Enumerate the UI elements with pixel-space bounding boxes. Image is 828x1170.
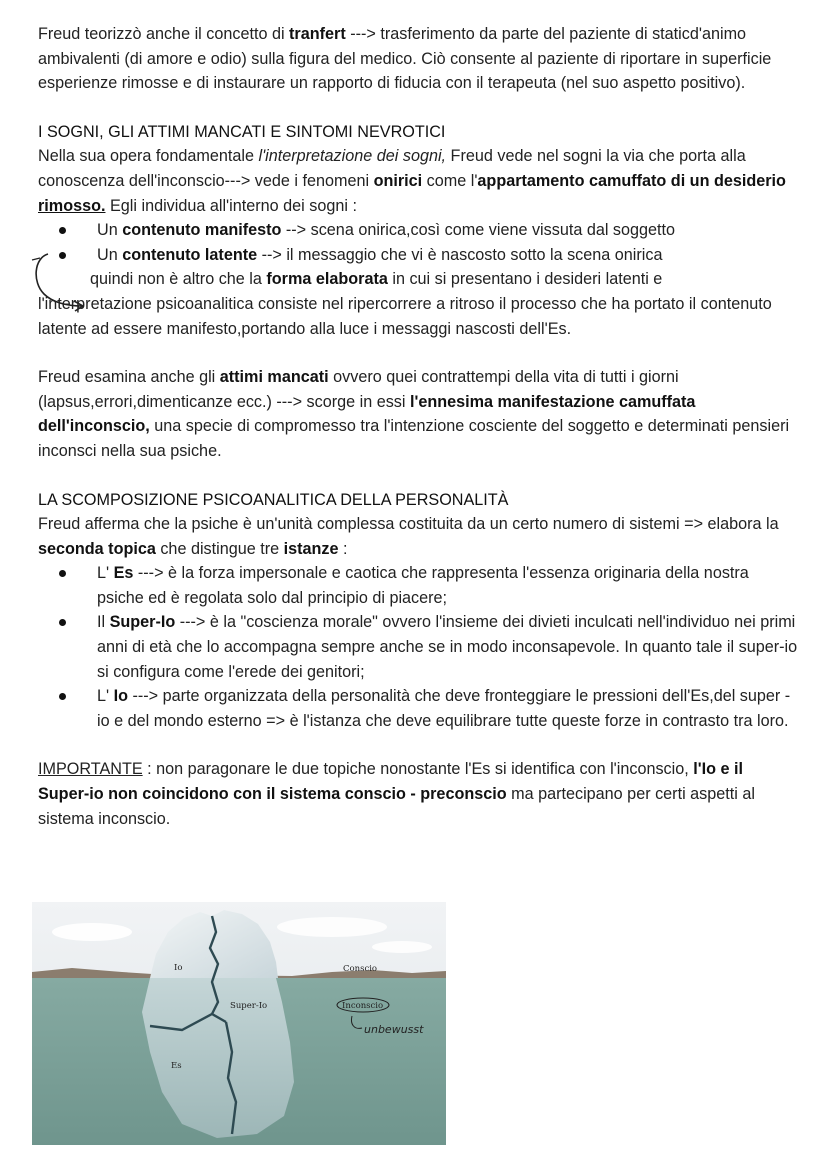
bold-term: appartamento camuffato di un desiderio xyxy=(477,171,786,190)
text: Un xyxy=(97,221,123,240)
text: Freud esamina anche gli xyxy=(38,368,220,387)
bold-term: onirici xyxy=(373,171,423,190)
iceberg-illustration xyxy=(32,902,446,1145)
section-heading-personalita: LA SCOMPOSIZIONE PSICOANALITICA DELLA PERSONALITÀ xyxy=(38,490,509,509)
label-es: Es xyxy=(171,1061,182,1071)
bold-term: tranfert xyxy=(289,25,346,43)
bold-term: Super-Io xyxy=(109,613,176,632)
list-item xyxy=(38,218,798,243)
bullet-icon xyxy=(59,693,66,700)
paragraph-interpretazione: l'interpretazione psicoanalitica consiste nel ripercorrere a ritroso il processo che ha portato il contenuto latente ad essere manifesto,portando alla luce i messaggi nascosti dell'Es. xyxy=(38,294,772,338)
text: come l' xyxy=(422,171,478,190)
text: ovvero quei contrattempi della vita di tutti i giorni (lapsus,errori,dimenticanze ecc.) ---> scorge in essi xyxy=(38,368,679,411)
text: ---> trasferimento da parte del paziente di staticd'animo ambivalenti (di amore e odio) sulla figura del medico. Ciò consente al paziente di riportare in superficie esperienze rimosse e di instaurare un rapporto di fiducia con il terapeuta (nel suo aspetto positivo). xyxy=(38,25,772,93)
text: in cui si presentano i desideri latenti e xyxy=(387,270,663,289)
text: Freud afferma che la psiche è un'unità complessa costituita da un certo numero di sistemi => elabora la xyxy=(38,515,779,534)
paragraph-transfert xyxy=(38,22,798,96)
bullet-icon xyxy=(59,619,66,626)
bold-term: l'Io e il Super-io non coincidono con il sistema conscio - preconscio xyxy=(38,760,743,804)
label-conscio: Conscio xyxy=(343,964,378,974)
label-io: Io xyxy=(174,963,183,973)
paragraph-importante xyxy=(38,757,798,831)
text: --> il messaggio che vi è nascosto sotto la scena onirica xyxy=(257,245,663,264)
text: ma partecipano per certi aspetti al sistema inconscio. xyxy=(38,785,755,828)
paragraph-attimi-mancati xyxy=(38,365,798,463)
text: quindi non è altro che la xyxy=(90,270,267,289)
text: Freud vede nel sogni la via che porta alla conoscenza dell'inconscio---> vede i fenomeni xyxy=(38,147,746,190)
text: : xyxy=(338,539,348,558)
text: Egli individua all'interno dei sogni : xyxy=(105,196,357,215)
text: --> scena onirica,così come viene vissuta dal soggetto xyxy=(281,221,676,240)
text: una specie di compromesso tra l'intenzione cosciente del soggetto e determinati pensieri inconsci nella sua psiche. xyxy=(38,417,790,460)
label-inconscio: Inconscio xyxy=(342,1001,384,1011)
text: Nella sua opera fondamentale xyxy=(38,147,259,166)
bold-term: Io xyxy=(113,687,128,706)
list-item-io xyxy=(38,684,798,733)
text: : non paragonare le due topiche nonostante l'Es si identifica con l'inconscio, xyxy=(142,760,694,779)
text: ---> parte organizzata della personalità che deve fronteggiare le pressioni dell'Es,del super - io e del mondo esterno => è l'istanza che deve equilibrare tutte queste forze in contrasto tra loro. xyxy=(97,687,791,730)
text: Freud teorizzò anche il concetto di xyxy=(38,25,290,43)
section-heading-sogni: I SOGNI, GLI ATTIMI MANCATI E SINTOMI NEVROTICI xyxy=(38,122,446,141)
bold-term: contenuto latente xyxy=(122,245,258,264)
text: ---> è la "coscienza morale" ovvero l'insieme dei divieti inculcati nell'individuo nei primi anni di età che lo accompagna sempre anche se in modo inconsapevole. In quanto tale il super-io si configura come l'erede dei genitori; xyxy=(97,613,798,681)
bold-term: istanze xyxy=(283,539,339,558)
iceberg-figure xyxy=(32,902,446,1145)
list-item xyxy=(38,243,798,268)
bullet-icon xyxy=(59,570,66,577)
list-item-es xyxy=(38,561,798,610)
underlined-term: rimosso. xyxy=(38,196,106,215)
bold-term: l'ennesima manifestazione camuffata dell'inconscio, xyxy=(38,392,696,436)
bold-term: contenuto manifesto xyxy=(122,221,282,240)
bullet-list-contenuti xyxy=(38,218,798,267)
text: L' xyxy=(97,564,114,583)
bold-term: Es xyxy=(113,564,134,583)
document-page xyxy=(38,22,798,831)
bold-term: seconda topica xyxy=(38,539,156,558)
text: L' xyxy=(97,687,114,706)
bullet-list-istanze xyxy=(38,561,798,733)
text: Un xyxy=(97,245,123,264)
text: Il xyxy=(97,613,110,632)
underlined-label: IMPORTANTE xyxy=(38,760,143,779)
arrow-line xyxy=(38,267,798,292)
italic-title: l'interpretazione dei sogni, xyxy=(258,147,447,166)
bold-term: attimi mancati xyxy=(219,368,329,387)
list-item-super-io xyxy=(38,610,798,684)
label-super-io: Super-Io xyxy=(230,1001,268,1011)
paragraph-sogni xyxy=(38,144,798,218)
handwritten-note: unbewusst xyxy=(364,1023,424,1036)
text: che distingue tre xyxy=(155,539,284,558)
text: ---> è la forza impersonale e caotica che rappresenta l'essenza originaria della nostra psiche ed è regolata solo dal principio di piacere; xyxy=(97,564,749,607)
bullet-icon xyxy=(59,227,66,234)
bold-term: forma elaborata xyxy=(266,270,388,289)
handwritten-bracket-icon xyxy=(30,248,90,318)
paragraph-seconda-topica xyxy=(38,512,798,561)
